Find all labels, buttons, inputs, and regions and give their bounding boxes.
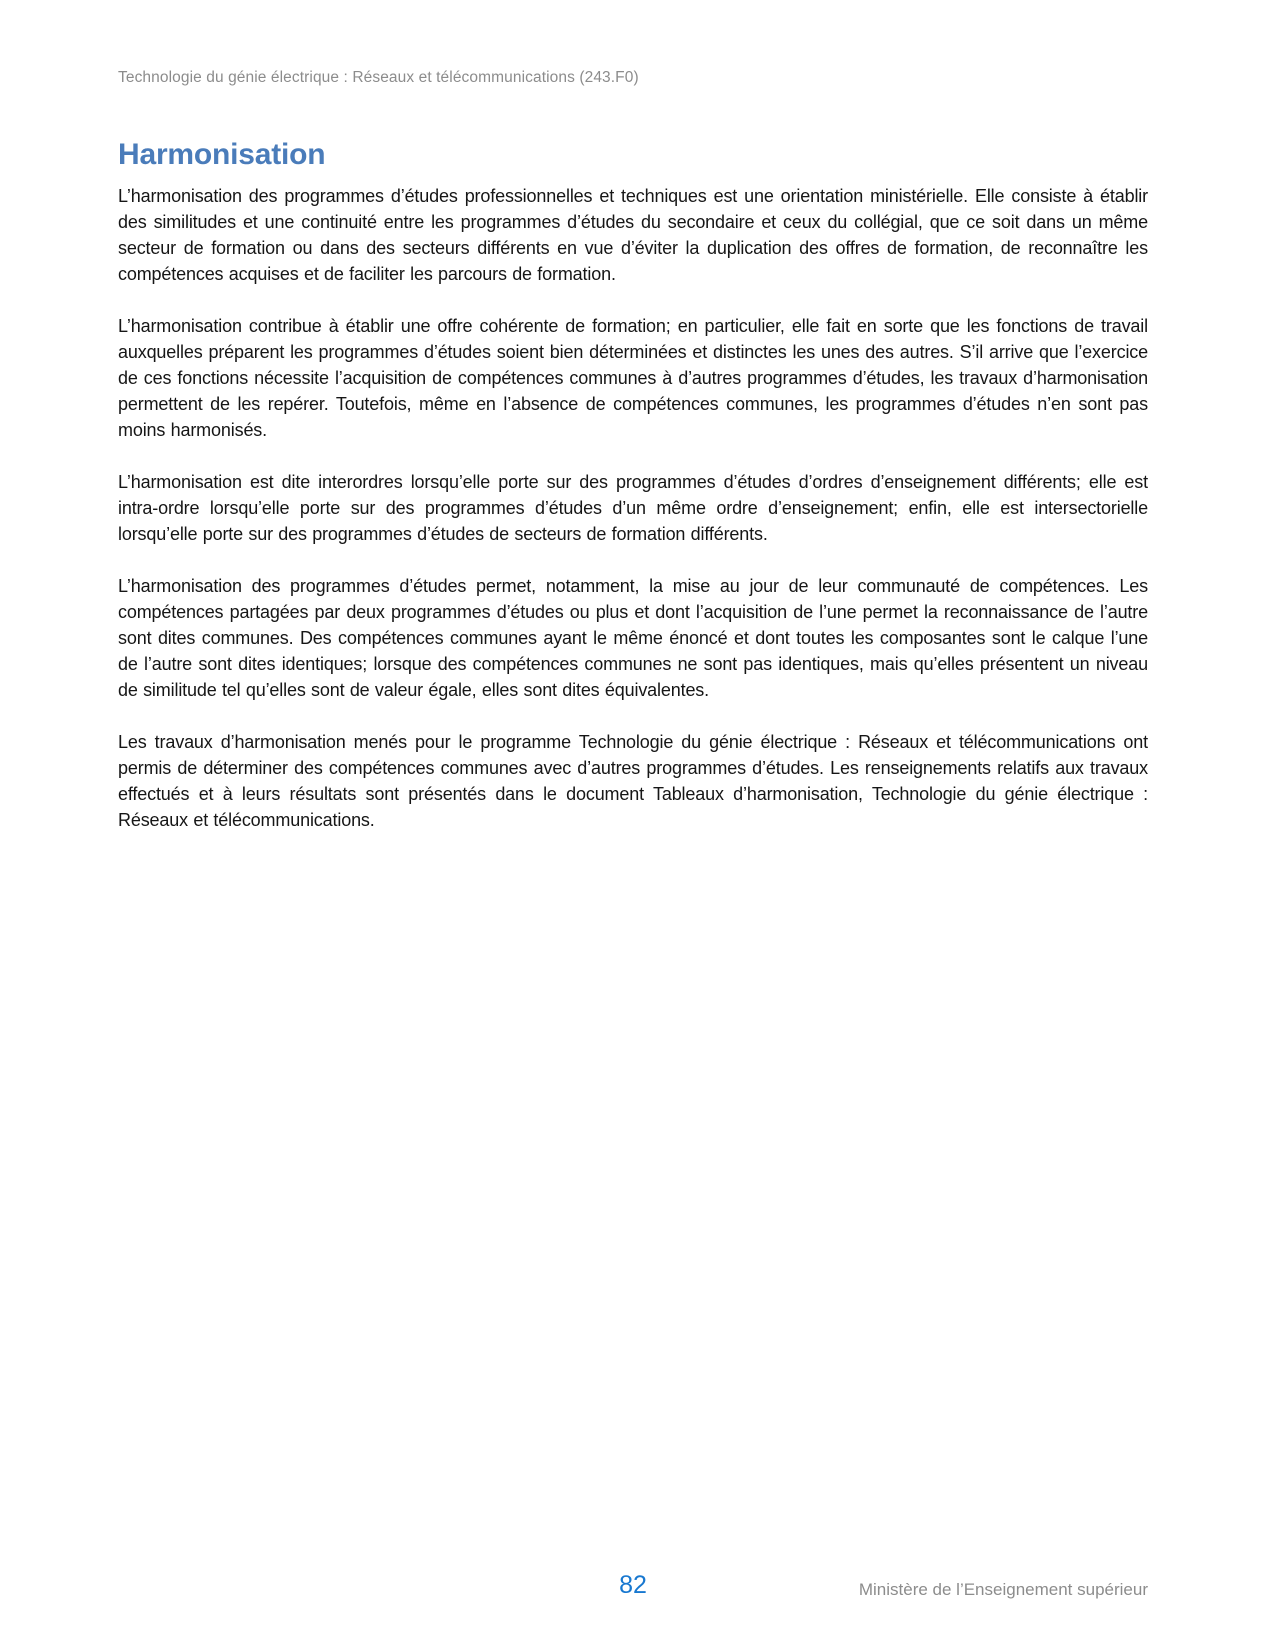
body-paragraph: L’harmonisation des programmes d’études professionnelles et techniques est une orientation ministérielle. Elle consiste à établir des similitudes et une continuité entre les programmes d’études du secondaire et ceux du collégial, que ce soit dans un même secteur de formation ou dans des secteurs différents en vue d’éviter la duplication des offres de formation, de reconnaître les compétences acquises et de faciliter les parcours de formation. [118,186,1148,284]
running-header: Technologie du génie électrique : Réseaux et télécommunications (243.F0) [118,69,639,86]
footer-ministry: Ministère de l’Enseignement supérieur [858,1580,1148,1599]
body-paragraph: L’harmonisation est dite interordres lorsqu’elle porte sur des programmes d’études d’ordres d’enseignement différents; elle est intra-ordre lorsqu’elle porte sur des programmes d’études d’un même ordre d’enseignement; enfin, elle est intersectorielle lorsqu’elle porte sur des programmes d’études de secteurs de formation différents. [118,472,1148,544]
body-paragraph: Les travaux d’harmonisation menés pour le programme Technologie du génie électrique : Réseaux et télécommunications ont permis de déterminer des compétences communes avec d’autres programmes d’études. Les renseignements relatifs aux travaux effectués et à leurs résultats sont présentés dans le document Tableaux d’harmonisation, Technologie du génie électrique : Réseaux et télécommunications. [118,732,1148,830]
page-number: 82 [619,1571,647,1599]
body-text-block [118,183,1148,859]
body-paragraph: L’harmonisation des programmes d’études permet, notamment, la mise au jour de leur communauté de compétences. Les compétences partagées par deux programmes d’études ou plus et dont l’acquisition de l’une permet la reconnaissance de l’autre sont dites communes. Des compétences communes ayant le même énoncé et dont toutes les composantes sont le calque l’une de l’autre sont dites identiques; lorsque des compétences communes ne sont pas identiques, mais qu’elles présentent un niveau de similitude tel qu’elles sont de valeur égale, elles sont dites équivalentes. [118,576,1148,700]
section-heading: Harmonisation [118,138,326,171]
body-paragraph: L’harmonisation contribue à établir une offre cohérente de formation; en particulier, elle fait en sorte que les fonctions de travail auxquelles préparent les programmes d’études soient bien déterminées et distinctes les unes des autres. S’il arrive que l’exercice de ces fonctions nécessite l’acquisition de compétences communes à d’autres programmes d’études, les travaux d’harmonisation permettent de les repérer. Toutefois, même en l’absence de compétences communes, les programmes d’études n’en sont pas moins harmonisés. [118,316,1148,440]
